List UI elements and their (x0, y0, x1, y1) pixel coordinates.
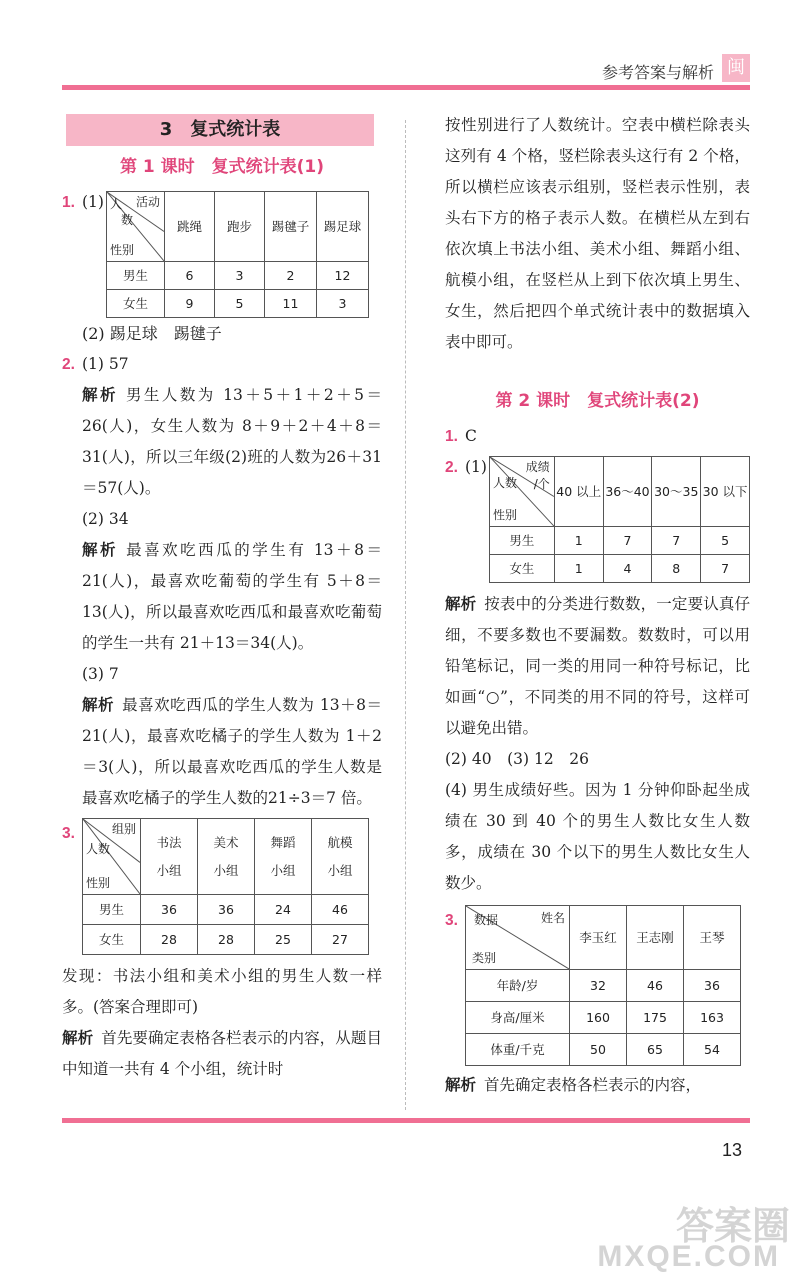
column-header: 跳绳 (164, 192, 214, 262)
corner-mid-label: 人 (109, 197, 122, 211)
corner-mid-label: 人数 (492, 476, 517, 490)
continued-analysis: 按性别进行了人数统计。空表中横栏除表头这列有 4 个格，竖栏除表头这行有 2 个格，所以横栏应该表示组别，竖栏表示性别，表头右下方的格子表示人数。在横栏从左到右依次填上书法小组、美术小组、舞蹈小组、航模小组，在竖栏从上到下依次填上男生、女生，然后把四个单式统计表中的数据填入表中即可。 (445, 116, 750, 351)
corner-mid-label-2: 数 (120, 213, 133, 227)
analysis-text: 男生人数为 13＋5＋1＋2＋5＝26(人)，女生人数为 8＋9＋2＋4＋8＝31(人)，所以三年级(2)班的人数为26＋31＝57(人)。 (82, 386, 382, 497)
table-cell: 46 (312, 895, 369, 925)
table-cell: 1 (554, 555, 603, 583)
corner-bottom-label: 类别 (472, 951, 497, 965)
table-row (466, 1002, 741, 1034)
table-cell: 7 (652, 527, 701, 555)
row-label: 男生 (489, 527, 554, 555)
table-row (106, 262, 368, 290)
analysis-text: 最喜欢吃西瓜的学生人数为 13＋8＝21(人)，最喜欢吃橘子的学生人数为 1＋2＝3(人)，所以最喜欢吃西瓜的学生人数是最喜欢吃橘子的学生人数的21÷3＝7 倍。 (82, 696, 382, 807)
column-header: 航模 小组 (312, 819, 369, 895)
table-cell: 36 (198, 895, 255, 925)
question-2 (445, 452, 750, 583)
corner-bottom-label: 性别 (492, 508, 517, 522)
analysis-block (82, 380, 382, 504)
corner-top-label: 活动 (135, 195, 160, 209)
question-number: 2. (62, 356, 75, 373)
activity-table (106, 191, 369, 318)
table-row (489, 527, 749, 555)
row-label: 体重/千克 (466, 1034, 570, 1066)
row-label: 女生 (106, 290, 164, 318)
table-cell: 36 (684, 970, 741, 1002)
corner-top-label: 组别 (111, 822, 136, 836)
row-label: 身高/厘米 (466, 1002, 570, 1034)
table-cell: 11 (264, 290, 316, 318)
analysis-label: 解析 (445, 595, 477, 613)
table-cell: 36 (141, 895, 198, 925)
column-header: 40 以上 (554, 457, 603, 527)
question-3 (62, 818, 382, 955)
table-row (489, 555, 749, 583)
table-cell: 6 (164, 262, 214, 290)
table-corner-cell (466, 906, 570, 970)
table-cell: 25 (255, 925, 312, 955)
analysis-label: 解析 (445, 1076, 477, 1094)
column-header: 李玉红 (570, 906, 627, 970)
left-column (62, 114, 382, 1085)
table-cell: 12 (316, 262, 368, 290)
question-number: 1. (445, 428, 458, 445)
answer-line: (2) 40 (3) 12 26 (445, 750, 589, 768)
sub-question-label: (1) (465, 458, 487, 476)
finding-text: 发现：书法小组和美术小组的男生人数一样多。(答案合理即可) (62, 967, 382, 1016)
table-cell: 2 (264, 262, 316, 290)
lesson2-title: 第 2 课时 复式统计表(2) (495, 391, 700, 411)
answer-line: C (465, 427, 477, 445)
analysis-text: 最喜欢吃西瓜的学生有 13＋8＝21(人)，最喜欢吃葡萄的学生有 5＋8＝13(人)，所以最喜欢吃西瓜和最喜欢吃葡萄的学生一共有 21＋13＝34(人)。 (82, 541, 382, 652)
watermark-url: MXQE.COM (597, 1240, 780, 1273)
corner-bottom-label: 性别 (109, 243, 134, 257)
corner-top-label: 姓名 (540, 911, 565, 925)
question-1 (62, 187, 382, 349)
header-badge: 闽 (722, 54, 750, 82)
table-cell: 50 (570, 1034, 627, 1066)
question-number: 3. (62, 825, 75, 842)
page-header (62, 50, 750, 90)
table-cell: 163 (684, 1002, 741, 1034)
answer-line: (4) 男生成绩好些。因为 1 分钟仰卧起坐成绩在 30 到 40 个的男生人数比女生人数多，成绩在 30 个以下的男生人数比女生人数少。 (445, 781, 750, 892)
table-cell: 5 (214, 290, 264, 318)
analysis-block (82, 535, 382, 659)
table-corner-cell (83, 819, 141, 895)
table-row (466, 1034, 741, 1066)
header-title: 参考答案与解析 (601, 63, 714, 82)
table-cell: 7 (603, 527, 652, 555)
row-label: 男生 (106, 262, 164, 290)
table-cell: 32 (570, 970, 627, 1002)
table-cell: 3 (316, 290, 368, 318)
column-header: 王琴 (684, 906, 741, 970)
column-header: 王志刚 (627, 906, 684, 970)
table-cell: 8 (652, 555, 701, 583)
column-header: 30 以下 (701, 457, 750, 527)
table-row (466, 970, 741, 1002)
header-rule (62, 85, 750, 90)
table-cell: 28 (141, 925, 198, 955)
table-corner-cell (106, 192, 164, 262)
table-cell: 9 (164, 290, 214, 318)
table-row (106, 290, 368, 318)
table-cell: 7 (701, 555, 750, 583)
table-cell: 65 (627, 1034, 684, 1066)
analysis-label: 解析 (62, 1029, 94, 1047)
analysis-text: 首先确定表格各栏表示的内容， (484, 1076, 702, 1094)
column-header: 踢足球 (316, 192, 368, 262)
row-label: 年龄/岁 (466, 970, 570, 1002)
row-label: 女生 (83, 925, 141, 955)
analysis-text: 首先要确定表格各栏表示的内容，从题目中知道一共有 4 个小组，统计时 (62, 1029, 382, 1078)
answer-line: (1) 57 (82, 355, 129, 373)
table-cell: 3 (214, 262, 264, 290)
row-label: 女生 (489, 555, 554, 583)
table-row (83, 925, 369, 955)
column-header: 跑步 (214, 192, 264, 262)
group-table (82, 818, 369, 955)
question-number: 1. (62, 194, 75, 211)
table-corner-cell (489, 457, 554, 527)
corner-mid-label: 人数 (86, 842, 111, 856)
column-header: 踢毽子 (264, 192, 316, 262)
table-cell: 24 (255, 895, 312, 925)
analysis-label: 解析 (82, 541, 119, 559)
column-header: 36～40 (603, 457, 652, 527)
table-cell: 28 (198, 925, 255, 955)
analysis-text: 按表中的分类进行数数，一定要认真仔细，不要多数也不要漏数。数数时，可以用铅笔标记，同一类的用同一种符号标记，比如画“○”，不同类的用不同的符号，这样可以避免出错。 (445, 595, 750, 737)
row-label: 男生 (83, 895, 141, 925)
page-number: 13 (721, 1140, 742, 1160)
table-cell: 54 (684, 1034, 741, 1066)
question-number: 3. (445, 912, 458, 929)
right-column (445, 110, 750, 1101)
question-2 (62, 349, 382, 814)
corner-top-left-label: 数据 (474, 913, 499, 927)
section-title: 3 复式统计表 (66, 114, 374, 146)
person-table (465, 905, 741, 1066)
analysis-label: 解析 (82, 696, 115, 714)
question-number: 2. (445, 459, 458, 476)
watermark-logo: 答案圈 (675, 1204, 790, 1248)
answer-line: (3) 7 (82, 665, 119, 683)
answer-line: (2) 踢足球 踢毽子 (82, 324, 222, 343)
sub-question-label: (1) (82, 193, 104, 211)
column-header: 30～35 (652, 457, 701, 527)
table-cell: 27 (312, 925, 369, 955)
analysis-block (445, 589, 750, 744)
table-cell: 160 (570, 1002, 627, 1034)
table-cell: 1 (554, 527, 603, 555)
column-header: 美术 小组 (198, 819, 255, 895)
analysis-block (82, 690, 382, 814)
lesson1-title: 第 1 课时 复式统计表(1) (119, 157, 325, 177)
answer-line: (2) 34 (82, 510, 129, 528)
column-header: 舞蹈 小组 (255, 819, 312, 895)
table-cell: 4 (603, 555, 652, 583)
analysis-label: 解析 (82, 386, 118, 404)
analysis-block (62, 1023, 382, 1085)
column-header: 书法 小组 (141, 819, 198, 895)
table-row (83, 895, 369, 925)
corner-top-label: 成绩 /个 (525, 460, 550, 491)
question-1 (445, 421, 750, 452)
analysis-block (445, 1070, 750, 1101)
table-cell: 5 (701, 527, 750, 555)
footer-rule (62, 1118, 750, 1123)
score-table (489, 456, 750, 583)
column-divider (405, 120, 406, 1110)
table-cell: 175 (627, 1002, 684, 1034)
table-cell: 46 (627, 970, 684, 1002)
question-3 (445, 905, 750, 1066)
corner-bottom-label: 性别 (86, 876, 111, 890)
